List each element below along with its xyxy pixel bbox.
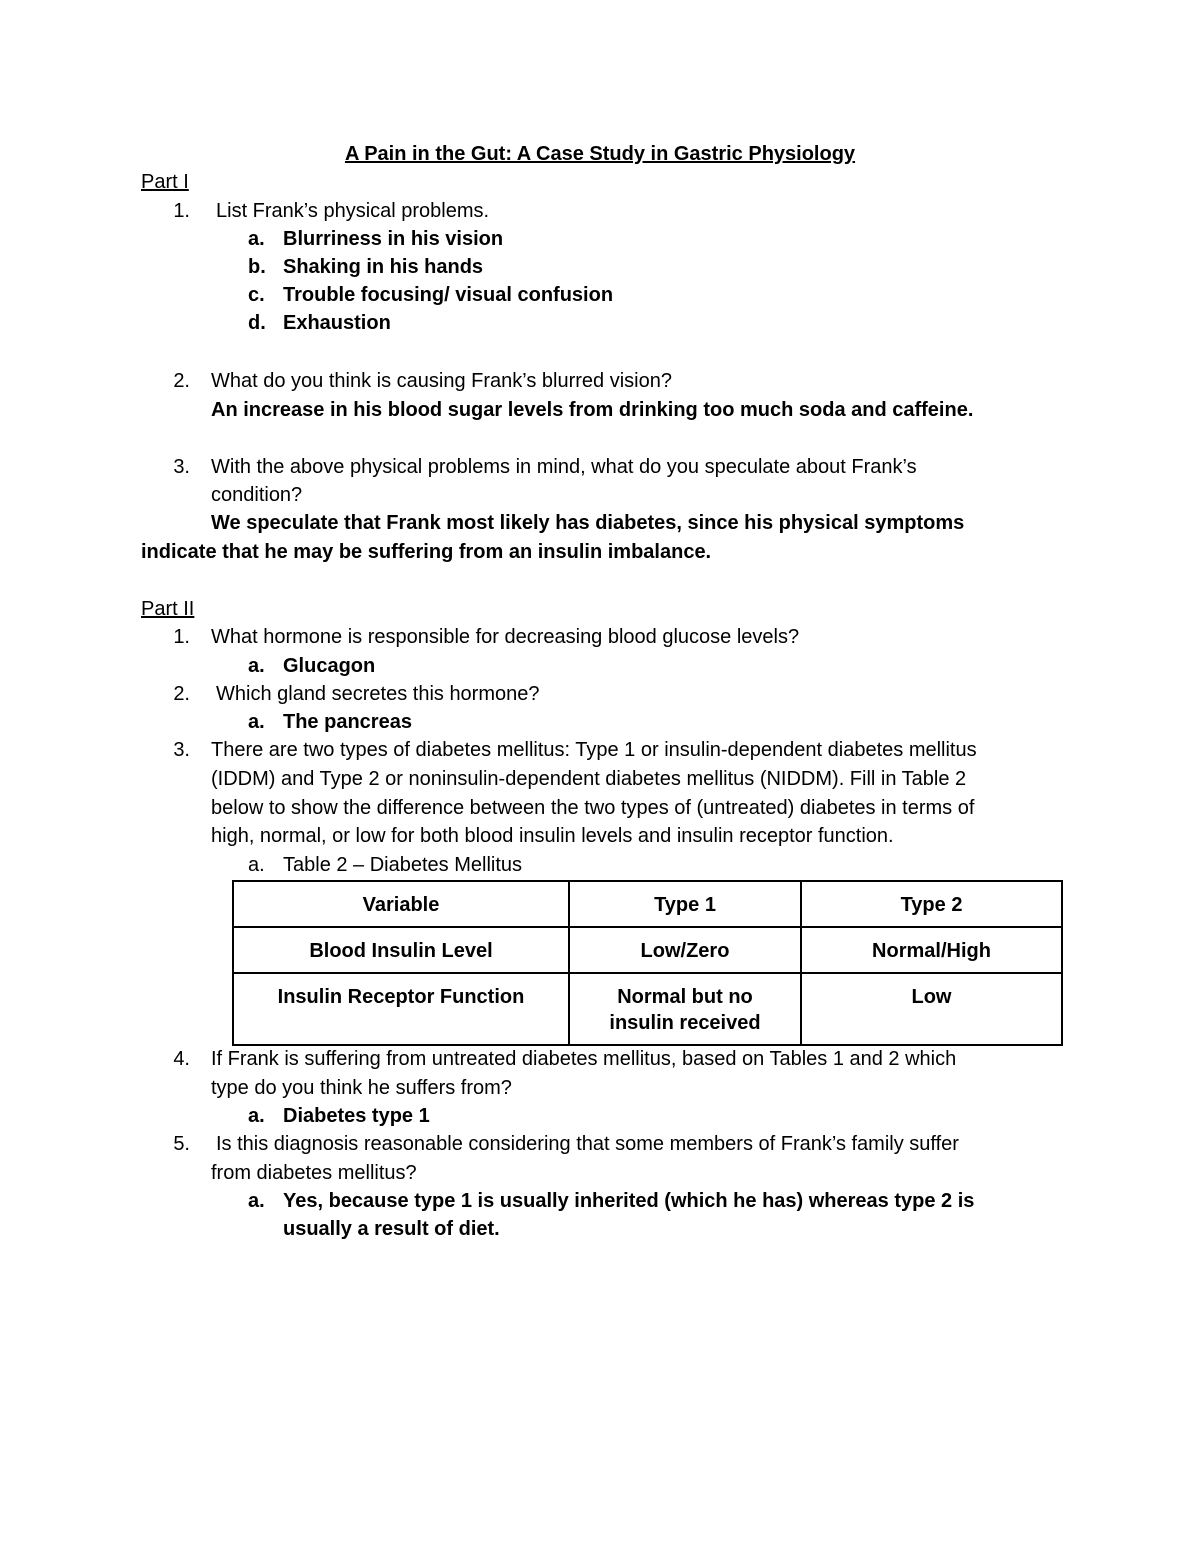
part2-q4-answer: Diabetes type 1 <box>283 1105 430 1127</box>
table-header-row <box>233 881 1062 927</box>
part1-q3-text: condition? <box>211 484 303 506</box>
part2-heading: Part II <box>141 598 195 620</box>
part2-q5-answer: usually a result of diet. <box>283 1218 500 1240</box>
table-cell: Normal/High <box>801 927 1062 973</box>
diabetes-table <box>232 880 1063 1046</box>
part1-q1-answer-letter: d. <box>248 312 266 334</box>
part2-q2-answer-letter: a. <box>248 711 265 733</box>
part2-q2-answer: The pancreas <box>283 711 412 733</box>
part2-q3-text: high, normal, or low for both blood insulin levels and insulin receptor function. <box>211 825 894 847</box>
table-cell: Low <box>801 973 1062 1045</box>
part2-q3-text: There are two types of diabetes mellitus: Type 1 or insulin-dependent diabetes mellitus <box>211 739 977 761</box>
part2-q1-number: 1. <box>173 626 190 648</box>
part2-q3-number: 3. <box>173 739 190 761</box>
part2-q4-number: 4. <box>173 1048 190 1070</box>
part1-q1-answer: Trouble focusing/ visual confusion <box>283 284 614 306</box>
part2-q3-text: below to show the difference between the two types of (untreated) diabetes in terms of <box>211 797 975 819</box>
part1-q1-answer-letter: a. <box>248 228 265 250</box>
part1-q3-answer: We speculate that Frank most likely has diabetes, since his physical symptoms <box>211 512 965 534</box>
table-cell: Blood Insulin Level <box>233 927 569 973</box>
part2-q5-text: Is this diagnosis reasonable considering that some members of Frank’s family suffer <box>216 1133 959 1155</box>
part1-q2-answer: An increase in his blood sugar levels from drinking too much soda and caffeine. <box>211 399 974 421</box>
part1-q1-answer-letter: c. <box>248 284 265 306</box>
part1-q1-answer: Exhaustion <box>283 312 391 334</box>
part1-q3-text: With the above physical problems in mind, what do you speculate about Frank’s <box>211 456 917 478</box>
part2-q5-answer: Yes, because type 1 is usually inherited (which he has) whereas type 2 is <box>283 1190 975 1212</box>
part2-q4-answer-letter: a. <box>248 1105 265 1127</box>
part2-q4-text: If Frank is suffering from untreated diabetes mellitus, based on Tables 1 and 2 which <box>211 1048 957 1070</box>
part1-q3-answer: indicate that he may be suffering from an insulin imbalance. <box>141 541 712 563</box>
table-row <box>233 927 1062 973</box>
part2-q5-number: 5. <box>173 1133 190 1155</box>
part2-q2-text: Which gland secretes this hormone? <box>216 683 540 705</box>
part1-q1-answer-letter: b. <box>248 256 266 278</box>
part1-q3-number: 3. <box>173 456 190 478</box>
part1-q1-number: 1. <box>173 200 190 222</box>
part2-q1-answer: Glucagon <box>283 655 376 677</box>
table-caption: Table 2 – Diabetes Mellitus <box>283 854 523 876</box>
part1-q1-answer: Shaking in his hands <box>283 256 484 278</box>
table-cell: Low/Zero <box>569 927 801 973</box>
part1-q2-number: 2. <box>173 370 190 392</box>
part2-q4-text: type do you think he suffers from? <box>211 1077 512 1099</box>
part1-heading: Part I <box>141 171 189 193</box>
table-header-cell: Type 1 <box>569 881 801 927</box>
page-title: A Pain in the Gut: A Case Study in Gastric Physiology <box>344 143 856 165</box>
part2-q2-number: 2. <box>173 683 190 705</box>
table-row <box>233 973 1062 1045</box>
table-header-cell: Variable <box>233 881 569 927</box>
table-cell: Normal but no insulin received <box>569 973 801 1045</box>
part2-q1-text: What hormone is responsible for decreasing blood glucose levels? <box>211 626 800 648</box>
part2-q1-answer-letter: a. <box>248 655 265 677</box>
part2-q3-text: (IDDM) and Type 2 or noninsulin-dependent diabetes mellitus (NIDDM). Fill in Table 2 <box>211 768 967 790</box>
part2-q5-text: from diabetes mellitus? <box>211 1162 417 1184</box>
part1-q1-text: List Frank’s physical problems. <box>216 200 490 222</box>
table-cell: Insulin Receptor Function <box>233 973 569 1045</box>
part2-q5-answer-letter: a. <box>248 1190 265 1212</box>
part1-q1-answer: Blurriness in his vision <box>283 228 504 250</box>
part2-q3-sub-letter: a. <box>248 854 265 876</box>
part1-q2-text: What do you think is causing Frank’s blurred vision? <box>211 370 672 392</box>
table-header-cell: Type 2 <box>801 881 1062 927</box>
